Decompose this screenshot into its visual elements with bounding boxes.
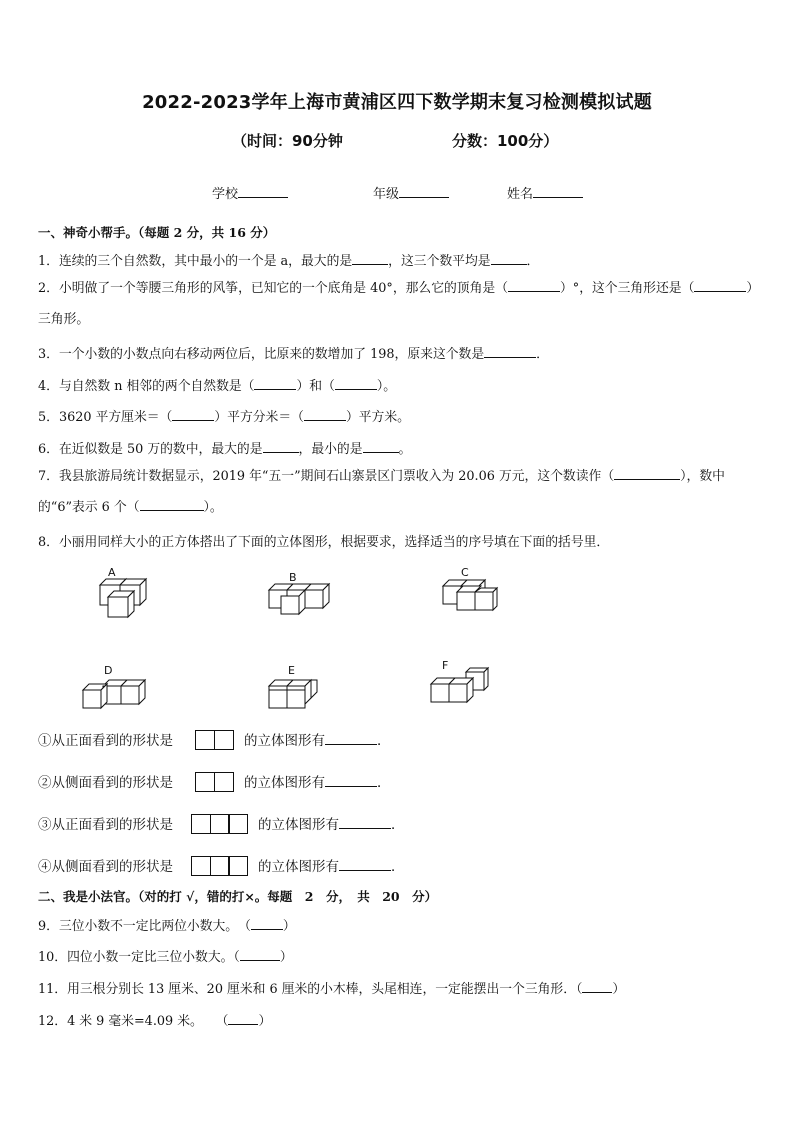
figure-label-e: E bbox=[288, 664, 295, 677]
figure-e-cubes bbox=[266, 676, 322, 710]
exam-score: 分数：100分） bbox=[452, 132, 559, 150]
answer-blank[interactable] bbox=[263, 440, 299, 453]
answer-blank[interactable] bbox=[325, 732, 377, 745]
answer-blank[interactable] bbox=[339, 816, 391, 829]
page-title: 2022-2023学年上海市黄浦区四下数学期末复习检测模拟试题 bbox=[142, 92, 652, 113]
question-11: 11．用三根分别长 13 厘米、20 厘米和 6 厘米的小木棒，头尾相连，一定能摆出一个三角形．（ ） bbox=[38, 982, 626, 997]
question-6: 6．在近似数是 50 万的数中，最大的是 ，最小的是 。 bbox=[38, 442, 412, 457]
choice-2: ②从侧面看到的形状是 的立体图形有 ． bbox=[38, 772, 173, 794]
choice-1: ①从正面看到的形状是 的立体图形有 ． bbox=[38, 730, 173, 752]
choice-4: ④从侧面看到的形状是 的立体图形有 ． bbox=[38, 856, 173, 878]
answer-blank[interactable] bbox=[304, 408, 346, 421]
question-12: 12．4 米 9 毫米=4.09 米。 （ ） bbox=[38, 1014, 272, 1029]
grade-field[interactable] bbox=[373, 183, 449, 202]
question-1: 1．连续的三个自然数，其中最小的一个是 a，最大的是 ，这三个数平均是 ． bbox=[38, 254, 540, 269]
section-2-heading: 二、我是小法官。（对的打 √，错的打×。每题 2 分， 共 20 分） bbox=[38, 889, 438, 904]
answer-blank[interactable] bbox=[694, 279, 746, 292]
answer-blank[interactable] bbox=[335, 377, 377, 390]
question-2: 2．小明做了一个等腰三角形的风筝，已知它的一个底角是 40°，那么它的顶角是（ ）°，这个三角形还是（ ）三角形。 bbox=[38, 281, 753, 327]
grade-label: 年级 bbox=[373, 187, 400, 202]
answer-blank[interactable] bbox=[254, 377, 296, 390]
view-shape-three-squares bbox=[191, 814, 247, 834]
question-4: 4．与自然数 n 相邻的两个自然数是（ ）和（ ）。 bbox=[38, 379, 397, 394]
answer-blank[interactable] bbox=[491, 252, 527, 265]
answer-blank[interactable] bbox=[352, 252, 388, 265]
answer-blank[interactable] bbox=[240, 948, 280, 961]
school-field[interactable] bbox=[212, 183, 288, 202]
answer-blank[interactable] bbox=[508, 279, 560, 292]
section-1-heading: 一、神奇小帮手。（每题 2 分，共 16 分） bbox=[38, 225, 276, 240]
view-shape-two-squares bbox=[195, 772, 232, 792]
name-label: 姓名 bbox=[507, 187, 534, 202]
answer-blank[interactable] bbox=[484, 345, 536, 358]
question-7: 7．我县旅游局统计数据显示，2019 年“五一”期间石山寨景区门票收入为 20.06 万元，这个数读作（ ），数中的“6”表示 6 个（ ）。 bbox=[38, 469, 725, 515]
figure-f-cubes bbox=[428, 664, 492, 704]
answer-blank[interactable] bbox=[325, 774, 377, 787]
answer-blank[interactable] bbox=[172, 408, 214, 421]
exam-time: （时间：90分钟 bbox=[232, 132, 343, 150]
figure-a-cubes bbox=[96, 572, 156, 620]
figure-label-f: F bbox=[442, 659, 449, 672]
answer-blank[interactable] bbox=[339, 858, 391, 871]
school-label: 学校 bbox=[212, 187, 239, 202]
question-8: 8．小丽用同样大小的正方体搭出了下面的立体图形，根据要求，选择适当的序号填在下面的括号里． bbox=[38, 535, 610, 550]
figure-d-cubes bbox=[80, 676, 152, 710]
question-10: 10．四位小数一定比三位小数大。（ ） bbox=[38, 950, 293, 965]
choice-3: ③从正面看到的形状是 的立体图形有 ． bbox=[38, 814, 173, 836]
question-5: 5．3620 平方厘米＝（ ）平方分米＝（ ）平方米。 bbox=[38, 410, 410, 425]
figure-label-a: A bbox=[108, 566, 116, 579]
figure-b-cubes bbox=[266, 580, 332, 616]
figure-label-b: B bbox=[289, 571, 297, 584]
answer-blank[interactable] bbox=[251, 917, 283, 930]
figure-label-d: D bbox=[104, 664, 113, 677]
question-3: 3．一个小数的小数点向右移动两位后，比原来的数增加了 198，原来这个数是 ． bbox=[38, 347, 549, 362]
figure-c-cubes bbox=[440, 576, 500, 612]
name-field[interactable] bbox=[507, 183, 583, 202]
answer-blank[interactable] bbox=[228, 1012, 258, 1025]
answer-blank[interactable] bbox=[582, 980, 612, 993]
answer-blank[interactable] bbox=[363, 440, 399, 453]
view-shape-three-squares bbox=[191, 856, 247, 876]
answer-blank[interactable] bbox=[614, 467, 680, 480]
view-shape-two-squares bbox=[195, 730, 232, 750]
question-9: 9．三位小数不一定比两位小数大。 （ ） bbox=[38, 919, 296, 934]
answer-blank[interactable] bbox=[140, 498, 204, 511]
figure-label-c: C bbox=[461, 566, 469, 579]
